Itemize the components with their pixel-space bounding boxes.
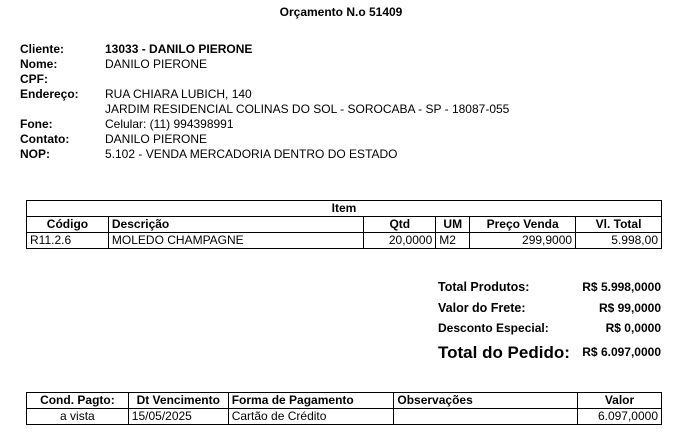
header-vl-total: Vl. Total <box>576 217 662 233</box>
label-contato: Contato: <box>20 132 70 146</box>
value-endereco-line1: RUA CHIARA LUBICH, 140 <box>105 87 252 101</box>
value-endereco-line2: JARDIM RESIDENCIAL COLINAS DO SOL - SOROCABA - SP - 18087-055 <box>105 102 510 116</box>
value-desconto-especial: R$ 0,0000 <box>605 321 661 335</box>
header-preco-venda: Preço Venda <box>470 217 576 233</box>
cell-preco-venda: 299,9000 <box>470 233 576 249</box>
value-contato: DANILO PIERONE <box>105 132 208 146</box>
value-total-pedido: R$ 6.097,0000 <box>582 345 661 359</box>
value-fone: Celular: (11) 994398991 <box>105 117 234 131</box>
cell-forma-pagamento: Cartão de Crédito <box>228 409 394 425</box>
label-total-pedido: Total do Pedido: <box>438 343 570 362</box>
label-cpf: CPF: <box>20 72 48 86</box>
table-row <box>27 409 662 425</box>
label-nop: NOP: <box>20 147 50 161</box>
header-codigo: Código <box>27 217 109 233</box>
label-valor-frete: Valor do Frete: <box>438 301 526 315</box>
label-fone: Fone: <box>20 117 53 131</box>
cell-qtd: 20,0000 <box>364 233 436 249</box>
value-nop: 5.102 - VENDA MERCADORIA DENTRO DO ESTADO <box>105 147 398 161</box>
value-cliente: 13033 - DANILO PIERONE <box>105 42 253 56</box>
label-cliente: Cliente: <box>20 42 65 56</box>
table-row <box>27 233 662 249</box>
label-total-produtos: Total Produtos: <box>438 280 530 294</box>
cell-vl-total: 5.998,00 <box>576 233 662 249</box>
cell-valor: 6.097,0000 <box>578 409 662 425</box>
value-nome: DANILO PIERONE <box>105 57 208 71</box>
header-dt-vencimento: Dt Vencimento <box>128 393 228 409</box>
items-table-header-row <box>27 217 662 233</box>
page-title: Orçamento N.o 51409 <box>279 5 403 19</box>
label-desconto-especial: Desconto Especial: <box>438 321 549 335</box>
items-table-caption: Item <box>27 201 662 217</box>
header-valor: Valor <box>578 393 662 409</box>
payment-table-header-row <box>27 393 662 409</box>
payment-table <box>26 392 662 425</box>
header-forma-pagamento: Forma de Pagamento <box>228 393 394 409</box>
cell-dt-vencimento: 15/05/2025 <box>128 409 228 425</box>
value-total-produtos: R$ 5.998,0000 <box>582 280 661 294</box>
label-endereco: Endereço: <box>20 87 79 101</box>
items-table <box>26 200 662 249</box>
header-qtd: Qtd <box>364 217 436 233</box>
cell-cond-pagto: a vista <box>27 409 129 425</box>
header-cond-pagto: Cond. Pagto: <box>27 393 129 409</box>
header-um: UM <box>436 217 470 233</box>
cell-codigo: R11.2.6 <box>27 233 109 249</box>
header-descricao: Descrição <box>108 217 363 233</box>
cell-observacoes <box>394 409 578 425</box>
header-observacoes: Observações <box>394 393 578 409</box>
cell-um: M2 <box>436 233 470 249</box>
value-valor-frete: R$ 99,0000 <box>598 301 661 315</box>
label-nome: Nome: <box>20 57 58 71</box>
cell-descricao: MOLEDO CHAMPAGNE <box>108 233 363 249</box>
